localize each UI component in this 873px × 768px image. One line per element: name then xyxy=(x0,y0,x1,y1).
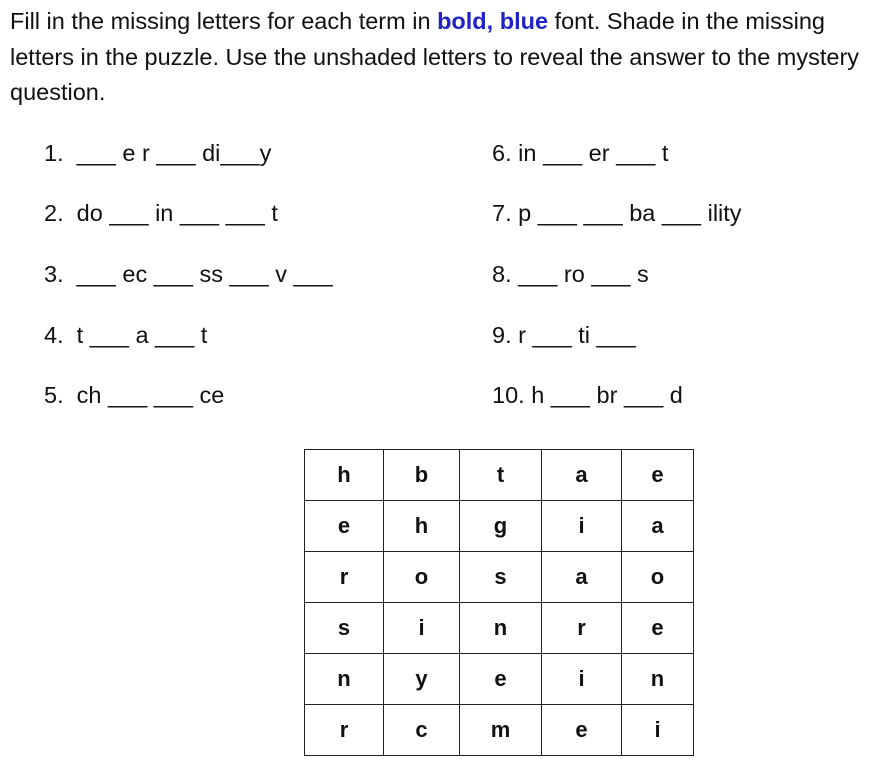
puzzle-cell[interactable]: e xyxy=(542,705,622,756)
puzzle-row xyxy=(305,450,694,501)
puzzle-row xyxy=(305,501,694,552)
puzzle-cell[interactable]: y xyxy=(384,654,460,705)
puzzle-cell[interactable]: r xyxy=(542,603,622,654)
puzzle-cell[interactable]: e xyxy=(622,603,694,654)
puzzle-cell[interactable]: a xyxy=(542,450,622,501)
puzzle-cell[interactable]: s xyxy=(460,552,542,603)
term-1: 1. ___ e r ___ di___y xyxy=(44,140,272,166)
term-10: 10. h ___ br ___ d xyxy=(492,382,683,408)
instructions-text-start: Fill in the missing letters for each term in xyxy=(10,8,438,34)
puzzle-cell[interactable]: b xyxy=(384,450,460,501)
puzzle-row xyxy=(305,705,694,756)
puzzle-cell[interactable]: c xyxy=(384,705,460,756)
puzzle-cell[interactable]: a xyxy=(542,552,622,603)
puzzle-cell[interactable]: r xyxy=(305,705,384,756)
term-8: 8. ___ ro ___ s xyxy=(492,261,649,287)
letter-puzzle-grid xyxy=(304,449,694,756)
term-9: 9. r ___ ti ___ xyxy=(492,322,636,348)
puzzle-cell[interactable]: i xyxy=(384,603,460,654)
term-2: 2. do ___ in ___ ___ t xyxy=(44,200,278,226)
term-4: 4. t ___ a ___ t xyxy=(44,322,208,348)
puzzle-cell[interactable]: h xyxy=(305,450,384,501)
puzzle-cell[interactable]: t xyxy=(460,450,542,501)
puzzle-row xyxy=(305,654,694,705)
puzzle-cell[interactable]: i xyxy=(542,654,622,705)
term-6: 6. in ___ er ___ t xyxy=(492,140,669,166)
puzzle-cell[interactable]: a xyxy=(622,501,694,552)
puzzle-cell[interactable]: e xyxy=(460,654,542,705)
puzzle-cell[interactable]: n xyxy=(460,603,542,654)
puzzle-cell[interactable]: s xyxy=(305,603,384,654)
puzzle-cell[interactable]: r xyxy=(305,552,384,603)
term-5: 5. ch ___ ___ ce xyxy=(44,382,225,408)
instructions xyxy=(10,4,868,111)
term-3: 3. ___ ec ___ ss ___ v ___ xyxy=(44,261,333,287)
term-7: 7. p ___ ___ ba ___ ility xyxy=(492,200,742,226)
puzzle-row xyxy=(305,603,694,654)
puzzle-cell[interactable]: i xyxy=(542,501,622,552)
instructions-text-end: font. Shade in the missing letters in the puzzle. Use the unshaded letters to reveal the answer to the mystery question. xyxy=(10,8,860,105)
puzzle-cell[interactable]: e xyxy=(305,501,384,552)
puzzle-cell[interactable]: o xyxy=(384,552,460,603)
puzzle-row xyxy=(305,552,694,603)
puzzle-cell[interactable]: g xyxy=(460,501,542,552)
instructions-highlight: bold, blue xyxy=(437,8,549,34)
puzzle-cell[interactable]: e xyxy=(622,450,694,501)
puzzle-cell[interactable]: n xyxy=(305,654,384,705)
puzzle-cell[interactable]: i xyxy=(622,705,694,756)
puzzle-cell[interactable]: h xyxy=(384,501,460,552)
puzzle-cell[interactable]: n xyxy=(622,654,694,705)
puzzle-cell[interactable]: m xyxy=(460,705,542,756)
puzzle-cell[interactable]: o xyxy=(622,552,694,603)
